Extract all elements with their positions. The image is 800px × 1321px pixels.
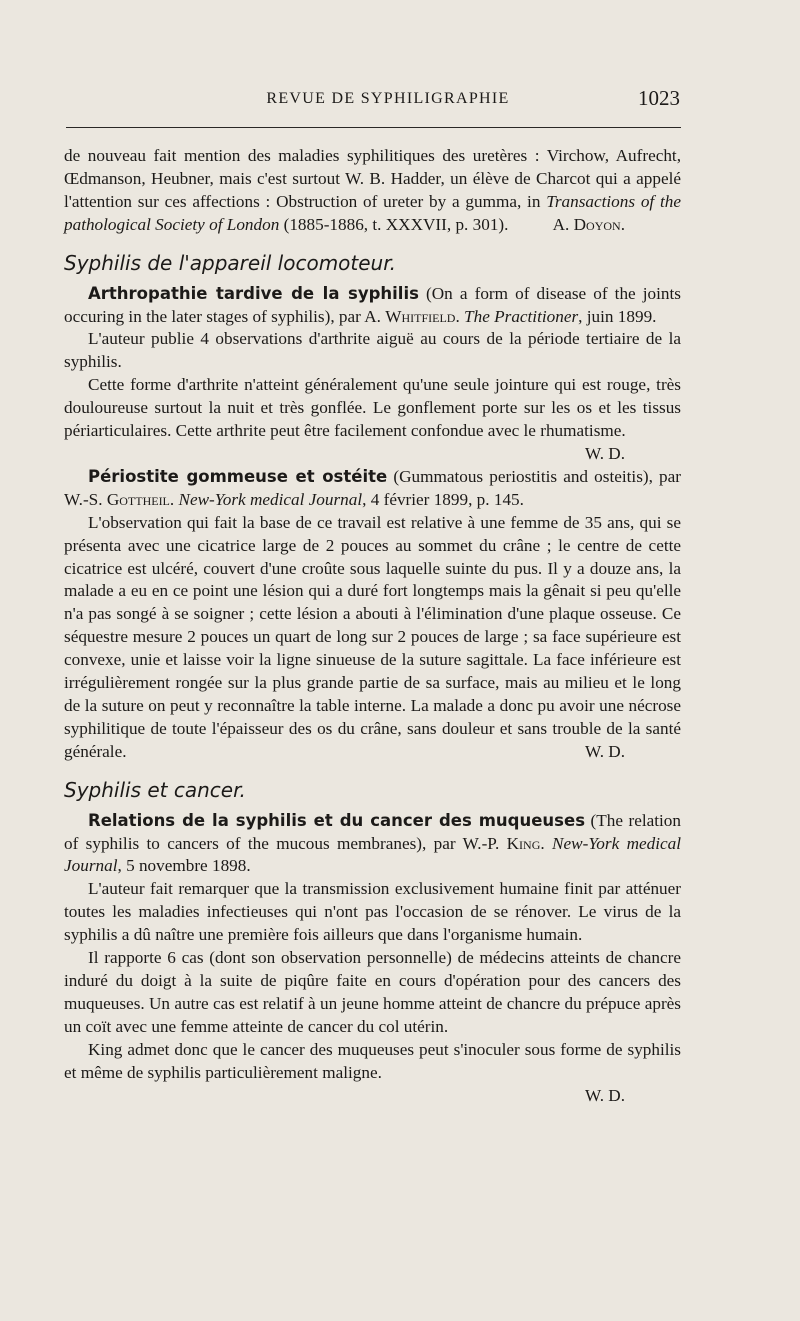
signature: A. Doyon. <box>552 214 625 234</box>
section-heading-cancer: Syphilis et cancer. <box>64 777 246 802</box>
author: King <box>506 833 541 853</box>
page-header <box>66 86 680 116</box>
continued-paragraph: de nouveau fait mention des maladies syphilitiques des uretères : Virchow, Aufrecht, Œdmanson, Heubner, mais c'est surtout W. B. Hadder, un élève de Charcot qui a appelé l'attention sur ces affections : Obstruction of ureter by a gumma, in Transactions of the pathological Society of London (1885-1886, t. XXXVII, p. 301). A. Doyon. <box>64 145 681 237</box>
signature: W. D. <box>585 1085 625 1105</box>
body-paragraph: King admet donc que le cancer des muqueuses peut s'inoculer sous forme de syphilis et même de syphilis particulièrement maligne. <box>64 1039 681 1082</box>
running-title: REVUE DE SYPHILIGRAPHIE <box>266 90 510 107</box>
author: Gottheil <box>106 489 170 509</box>
journal-title: The Practitioner <box>464 306 579 326</box>
body-paragraph: Cette forme d'arthrite n'atteint généralement qu'une seule jointure qui est rouge, très douloureuse surtout la nuit et très gonflée. Le gonflement porte sur les os et les tissus périarticulaires. Cette arthrite peut être facilement confondue avec le rhumatisme. W. D. <box>64 374 681 466</box>
article-title: Arthropathie tardive de la syphilis <box>88 283 419 303</box>
article-heading: Périostite gommeuse et ostéite (Gummatous periostitis and osteitis), par W.-S. Gottheil. New-York medical Journal, 4 février 1899, p. 145. <box>64 466 681 509</box>
body-paragraph: L'auteur fait remarquer que la transmission exclusivement humaine finit par atténuer toutes les maladies infectieuses qui n'ont pas l'occasion de se rénover. Le virus de la syphilis a dû naître une première fois ailleurs que dans l'organisme humain. <box>64 879 681 945</box>
body-paragraph: Il rapporte 6 cas (dont son observation personnelle) de médecins atteints de chancre induré du doigt à la suite de piqûre faite en cours d'opération pour des cancers des muqueuses. Un autre cas est relatif à un jeune homme atteint de chancre du prépuce après un coït avec une femme atteinte de cancer du col utérin. <box>64 948 681 1036</box>
article-heading: Relations de la syphilis et du cancer des muqueuses (The relation of syphilis to cancers of the mucous membranes), par W.-P. King. New-York medical Journal, 5 novembre 1898. <box>64 810 681 876</box>
journal-title: Transactions of the pathological Society of London <box>64 191 681 234</box>
body-paragraph: L'auteur publie 4 observations d'arthrite aiguë au cours de la période tertiaire de la syphilis. <box>64 329 681 372</box>
article-title: Périostite gommeuse et ostéite <box>88 466 388 486</box>
journal-title: New-York medical Journal <box>64 833 681 876</box>
page-number: 1023 <box>638 86 680 110</box>
article-heading: Arthropathie tardive de la syphilis (On a form of disease of the joints occuring in the later stages of syphilis), par A. Whitfield. The Practitioner, juin 1899. <box>64 283 681 326</box>
section-heading-locomoteur: Syphilis de l'appareil locomoteur. <box>64 250 396 275</box>
journal-title: New-York medical Journal <box>178 489 363 509</box>
body-paragraph: L'observation qui fait la base de ce travail est relative à une femme de 35 ans, qui se présenta avec une cicatrice large de 2 pouces au sommet du crâne ; le centre de cette cicatrice est ulcéré, couvert d'une croûte sous laquelle suinte du pus. Il y a douze ans, la malade a eu en ce point une lésion qui a duré fort longtemps mais la gênait si peu qu'elle n'a pas songé à se soigner ; cette lésion a abouti à l'élimination d'une plaque osseuse. Ce séquestre mesure 2 pouces un quart de long sur 2 pouces de large ; sa face supérieure est convexe, unie et laisse voir la ligne sinueuse de la suture sagittale. La face inférieure est irrégulièrement rongée sur la plus grande partie de sa surface, mais au milieu et le long de la suture on peut y reconnaître la table interne. La malade a donc pu avoir une nécrose syphilitique de toute l'épaisseur des os du crâne, sans douleur et sans trouble de la santé générale. W. D. <box>64 512 681 764</box>
page-body <box>64 145 681 1107</box>
article-title: Relations de la syphilis et du cancer des muqueuses <box>88 810 586 830</box>
author: Whitfield <box>385 306 456 326</box>
header-rule <box>66 127 681 128</box>
signature: W. D. <box>585 443 625 463</box>
signature: W. D. <box>585 741 625 761</box>
